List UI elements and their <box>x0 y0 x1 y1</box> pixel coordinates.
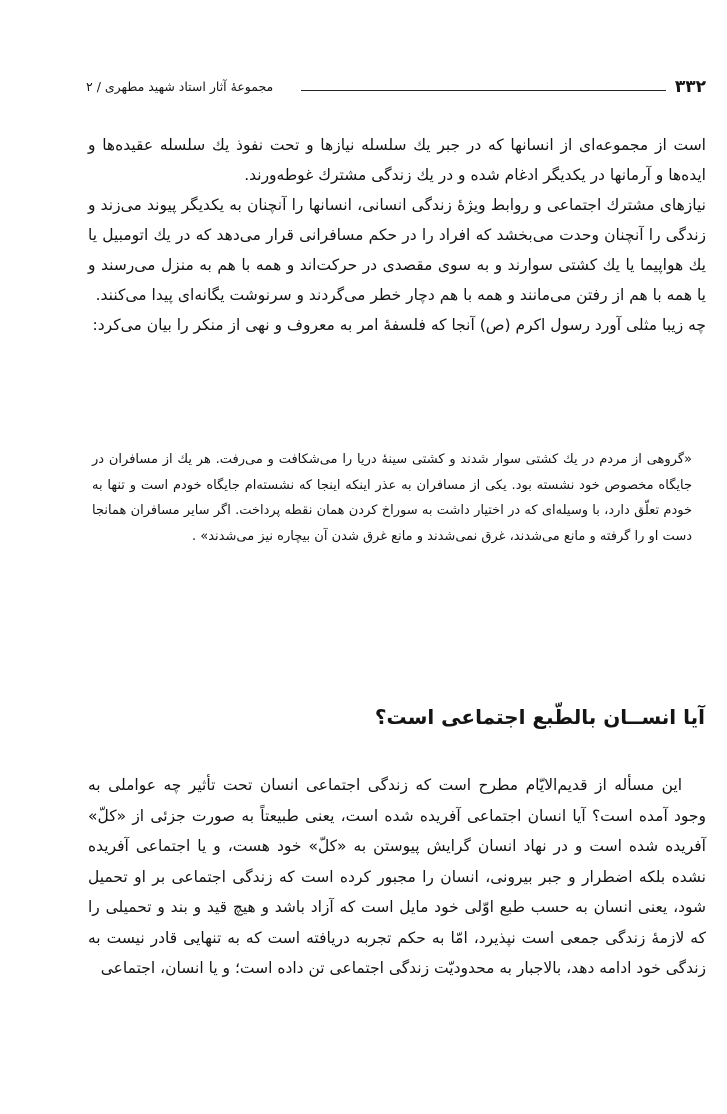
running-title: مجموعهٔ آثار استاد شهید مطهری / ۲ <box>86 79 274 94</box>
paragraph: این مسأله از قدیم‌الایّام مطرح است که زندگی اجتماعی انسان تحت تأثیر چه عواملی به وجود آمده است؟ آیا انسان اجتماعی آفریده شده است، یعنی طبیعتاً به صورت جزئی از «کلّ» آفریده شده است و در نهاد انسان گرایش پیوستن به «کلّ» خود هست، و یا اجتماعی آفریده نشده بلکه اضطرار و جبر بیرونی، انسان را مجبور کرده است که زندگی اجتماعی بر او تحمیل شود، یعنی انسان به حسب طبع اوّلی خود مایل است که آزاد باشد و هیچ قید و بند و تحمیلی را که لازمهٔ زندگی جمعی است نپذیرد، امّا به حکم تجربه دریافته است که به تنهایی قادر نیست به زندگی خود ادامه دهد، بالاجبار به محدودیّت زندگی اجتماعی تن داده است؛ و یا انسان، اجتماعی <box>88 776 706 977</box>
page-header <box>86 76 706 102</box>
header-rule <box>301 90 666 91</box>
paragraph: چه زیبا مثلی آورد رسول اکرم (ص) آنجا که فلسفهٔ امر به معروف و نهی از منکر را بیان می‌کرد: <box>92 316 706 334</box>
page-number: ۳۳۲ <box>674 77 706 97</box>
section-two-text <box>88 770 706 984</box>
hadith-quote: «گروهی از مردم در یك کشتی سوار شدند و کشتی سینهٔ دریا را می‌شکافت و می‌رفت. هر یك از مسافران در جایگاه مخصوص خود نشسته بود. یکی از مسافران به عذر اینکه اینجا که نشسته‌ام جایگاه خودم است و تنها به خودم تعلّق دارد، با وسیله‌ای که در اختیار داشت به سوراخ کردن همان نقطه پرداخت. اگر سایر مسافران همانجا دست او را گرفته و مانع می‌شدند، غرق نمی‌شدند و مانع غرق شدن آن بیچاره نیز می‌شدند» . <box>92 452 692 544</box>
paragraph: نیازهای مشترك اجتماعی و روابط ویژهٔ زندگی انسانی، انسانها را آنچنان به یکدیگر پیوند می‌زند و زندگی را آنچنان وحدت می‌بخشد که افراد را در حکم مسافرانی قرار می‌دهد که در یك اتومبیل یا یك هواپیما یا یك کشتی سوارند و به سوی مقصدی در حرکت‌اند و همه با هم به منزل می‌رسند و یا همه با هم از رفتن می‌مانند و همه با هم دچار خطر می‌گردند و سرنوشت یگانه‌ای پیدا می‌کنند. <box>88 196 706 304</box>
section-heading: آیا انســان بالطّبع اجتماعی است؟ <box>374 705 705 729</box>
section-one-text <box>88 130 706 340</box>
paragraph: است از مجموعه‌ای از انسانها که در جبر یك سلسله نیازها و تحت نفوذ یك سلسله عقیده‌ها و ایده‌ها و آرمانها در یکدیگر ادغام شده و در یك زندگی مشترك غوطه‌ورند. <box>88 136 706 184</box>
